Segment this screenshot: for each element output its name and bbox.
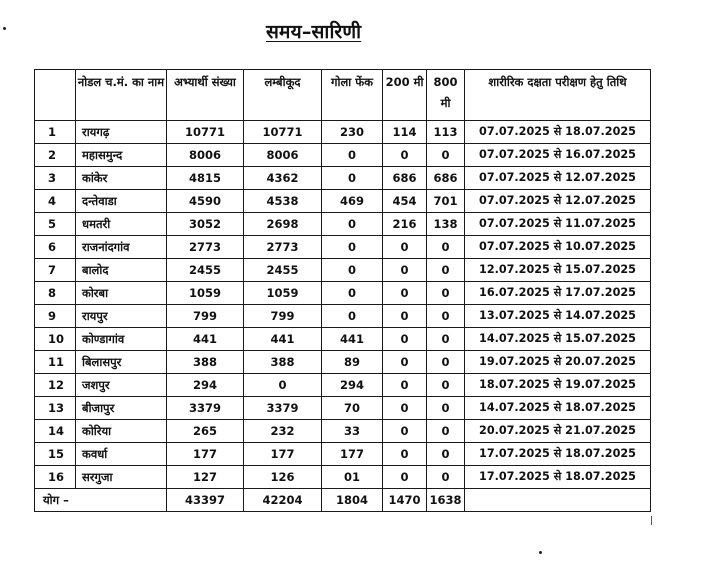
cell-applicants: 4815 (167, 167, 244, 190)
cell-800m: 138 (427, 213, 465, 236)
cell-200m: 0 (383, 305, 427, 328)
stray-mark (3, 27, 6, 30)
cell-serial: 15 (35, 443, 76, 466)
cell-dates: 13.07.2025 से 14.07.2025 (465, 305, 651, 328)
cell-long-jump: 4538 (244, 190, 322, 213)
cell-applicants: 3052 (167, 213, 244, 236)
table-row (35, 397, 651, 420)
cell-serial: 8 (35, 282, 76, 305)
header-serial (35, 70, 76, 121)
cell-long-jump: 126 (244, 466, 322, 489)
header-district-text: नोडल च.मं. का नाम (77, 75, 165, 89)
cell-district: धमतरी (76, 213, 167, 236)
cell-200m: 0 (383, 374, 427, 397)
cell-shot-put: 294 (322, 374, 383, 397)
cell-long-jump: 388 (244, 351, 322, 374)
header-200m-text: 200 मी (385, 75, 424, 89)
total-800m: 1638 (427, 489, 465, 512)
cell-shot-put: 0 (322, 236, 383, 259)
cell-serial: 3 (35, 167, 76, 190)
cell-applicants: 10771 (167, 121, 244, 144)
cell-district: कोरिया (76, 420, 167, 443)
total-row (35, 489, 651, 512)
cell-serial: 14 (35, 420, 76, 443)
table-row (35, 236, 651, 259)
table-row (35, 305, 651, 328)
header-dates (465, 70, 651, 121)
table-row (35, 282, 651, 305)
cell-200m: 0 (383, 420, 427, 443)
cell-district: कांकेर (76, 167, 167, 190)
total-200m: 1470 (383, 489, 427, 512)
cell-800m: 0 (427, 236, 465, 259)
cell-district: बालोद (76, 259, 167, 282)
cell-200m: 114 (383, 121, 427, 144)
cell-applicants: 2455 (167, 259, 244, 282)
cell-dates: 07.07.2025 से 11.07.2025 (465, 213, 651, 236)
cell-applicants: 8006 (167, 144, 244, 167)
cell-shot-put: 441 (322, 328, 383, 351)
table-row (35, 351, 651, 374)
cell-long-jump: 441 (244, 328, 322, 351)
schedule-table (34, 69, 651, 512)
table-row (35, 466, 651, 489)
header-dates-text: शारीरिक दक्षता परीक्षण हेतु तिथि (488, 75, 627, 89)
cell-long-jump: 0 (244, 374, 322, 397)
total-long-jump: 42204 (244, 489, 322, 512)
cell-dates: 12.07.2025 से 15.07.2025 (465, 259, 651, 282)
cell-serial: 11 (35, 351, 76, 374)
cell-district: रायगढ़ (76, 121, 167, 144)
cell-applicants: 294 (167, 374, 244, 397)
total-label: योग – (35, 489, 167, 512)
header-applicants (167, 70, 244, 121)
cell-applicants: 441 (167, 328, 244, 351)
cell-shot-put: 0 (322, 305, 383, 328)
cell-applicants: 799 (167, 305, 244, 328)
cell-800m: 0 (427, 466, 465, 489)
cell-serial: 13 (35, 397, 76, 420)
cell-applicants: 1059 (167, 282, 244, 305)
cell-long-jump: 1059 (244, 282, 322, 305)
cell-200m: 0 (383, 397, 427, 420)
table-row (35, 259, 651, 282)
cell-applicants: 2773 (167, 236, 244, 259)
cell-serial: 2 (35, 144, 76, 167)
cell-long-jump: 232 (244, 420, 322, 443)
cell-district: रायपुर (76, 305, 167, 328)
cell-shot-put: 230 (322, 121, 383, 144)
cell-dates: 07.07.2025 से 18.07.2025 (465, 121, 651, 144)
cell-district: जशपुर (76, 374, 167, 397)
cell-dates: 20.07.2025 से 21.07.2025 (465, 420, 651, 443)
cell-200m: 454 (383, 190, 427, 213)
header-shot-put (322, 70, 383, 121)
cell-200m: 0 (383, 443, 427, 466)
table-row (35, 213, 651, 236)
cell-800m: 0 (427, 305, 465, 328)
cell-200m: 0 (383, 282, 427, 305)
cell-applicants: 4590 (167, 190, 244, 213)
header-long-jump: लम्बीकूद (244, 70, 322, 121)
cell-district: बीजापुर (76, 397, 167, 420)
cell-serial: 16 (35, 466, 76, 489)
cell-200m: 686 (383, 167, 427, 190)
cell-district: राजनांदगांव (76, 236, 167, 259)
cell-applicants: 265 (167, 420, 244, 443)
cell-800m: 113 (427, 121, 465, 144)
cell-long-jump: 8006 (244, 144, 322, 167)
header-shot-put-text: गोला फेंक (331, 75, 373, 89)
cell-long-jump: 4362 (244, 167, 322, 190)
cell-shot-put: 33 (322, 420, 383, 443)
cell-shot-put: 89 (322, 351, 383, 374)
header-800m-text: 800 मी (433, 75, 458, 110)
cell-long-jump: 2773 (244, 236, 322, 259)
table-row (35, 167, 651, 190)
cell-dates: 07.07.2025 से 10.07.2025 (465, 236, 651, 259)
cell-200m: 216 (383, 213, 427, 236)
cell-dates: 07.07.2025 से 12.07.2025 (465, 190, 651, 213)
cell-shot-put: 0 (322, 167, 383, 190)
cell-dates: 18.07.2025 से 19.07.2025 (465, 374, 651, 397)
cell-shot-put: 01 (322, 466, 383, 489)
cell-shot-put: 0 (322, 213, 383, 236)
cell-shot-put: 70 (322, 397, 383, 420)
cell-applicants: 388 (167, 351, 244, 374)
cell-shot-put: 0 (322, 144, 383, 167)
cell-dates: 14.07.2025 से 15.07.2025 (465, 328, 651, 351)
cell-800m: 0 (427, 443, 465, 466)
cell-800m: 0 (427, 328, 465, 351)
cell-dates: 16.07.2025 से 17.07.2025 (465, 282, 651, 305)
cell-dates: 19.07.2025 से 20.07.2025 (465, 351, 651, 374)
cell-district: कोण्डागांव (76, 328, 167, 351)
header-row (35, 70, 651, 121)
cell-applicants: 177 (167, 443, 244, 466)
cell-long-jump: 2698 (244, 213, 322, 236)
cell-long-jump: 2455 (244, 259, 322, 282)
header-applicants-text: अभ्यार्थी संख्या (174, 75, 236, 89)
cell-800m: 0 (427, 420, 465, 443)
cell-serial: 7 (35, 259, 76, 282)
cell-district: दन्तेवाडा (76, 190, 167, 213)
stray-mark (651, 516, 652, 525)
table-row (35, 420, 651, 443)
header-200m (383, 70, 427, 121)
total-dates (465, 489, 651, 512)
cell-serial: 4 (35, 190, 76, 213)
cell-long-jump: 177 (244, 443, 322, 466)
table-row (35, 443, 651, 466)
cell-200m: 0 (383, 466, 427, 489)
cell-district: कवर्धा (76, 443, 167, 466)
cell-district: बिलासपुर (76, 351, 167, 374)
page-title: समय–सारिणी (266, 21, 362, 43)
cell-shot-put: 469 (322, 190, 383, 213)
cell-long-jump: 799 (244, 305, 322, 328)
cell-serial: 5 (35, 213, 76, 236)
cell-200m: 0 (383, 351, 427, 374)
cell-long-jump: 10771 (244, 121, 322, 144)
cell-800m: 0 (427, 374, 465, 397)
cell-dates: 07.07.2025 से 16.07.2025 (465, 144, 651, 167)
cell-dates: 14.07.2025 से 18.07.2025 (465, 397, 651, 420)
cell-dates: 17.07.2025 से 18.07.2025 (465, 466, 651, 489)
cell-applicants: 3379 (167, 397, 244, 420)
total-applicants: 43397 (167, 489, 244, 512)
header-800m (427, 70, 465, 121)
cell-long-jump: 3379 (244, 397, 322, 420)
cell-200m: 0 (383, 144, 427, 167)
cell-district: सरगुजा (76, 466, 167, 489)
cell-serial: 9 (35, 305, 76, 328)
table-row (35, 374, 651, 397)
cell-800m: 0 (427, 144, 465, 167)
cell-applicants: 127 (167, 466, 244, 489)
cell-200m: 0 (383, 328, 427, 351)
cell-district: कोरबा (76, 282, 167, 305)
table-row (35, 121, 651, 144)
total-shot-put: 1804 (322, 489, 383, 512)
cell-800m: 0 (427, 397, 465, 420)
table-row (35, 144, 651, 167)
cell-200m: 0 (383, 236, 427, 259)
cell-800m: 701 (427, 190, 465, 213)
cell-800m: 0 (427, 259, 465, 282)
table-row (35, 328, 651, 351)
cell-800m: 0 (427, 351, 465, 374)
stray-mark (539, 551, 542, 554)
cell-serial: 12 (35, 374, 76, 397)
cell-serial: 6 (35, 236, 76, 259)
cell-shot-put: 0 (322, 282, 383, 305)
cell-dates: 17.07.2025 से 18.07.2025 (465, 443, 651, 466)
cell-shot-put: 0 (322, 259, 383, 282)
cell-200m: 0 (383, 259, 427, 282)
cell-800m: 686 (427, 167, 465, 190)
cell-800m: 0 (427, 282, 465, 305)
cell-shot-put: 177 (322, 443, 383, 466)
cell-serial: 10 (35, 328, 76, 351)
cell-serial: 1 (35, 121, 76, 144)
header-district (76, 70, 167, 121)
cell-district: महासमुन्द (76, 144, 167, 167)
cell-dates: 07.07.2025 से 12.07.2025 (465, 167, 651, 190)
table-row (35, 190, 651, 213)
